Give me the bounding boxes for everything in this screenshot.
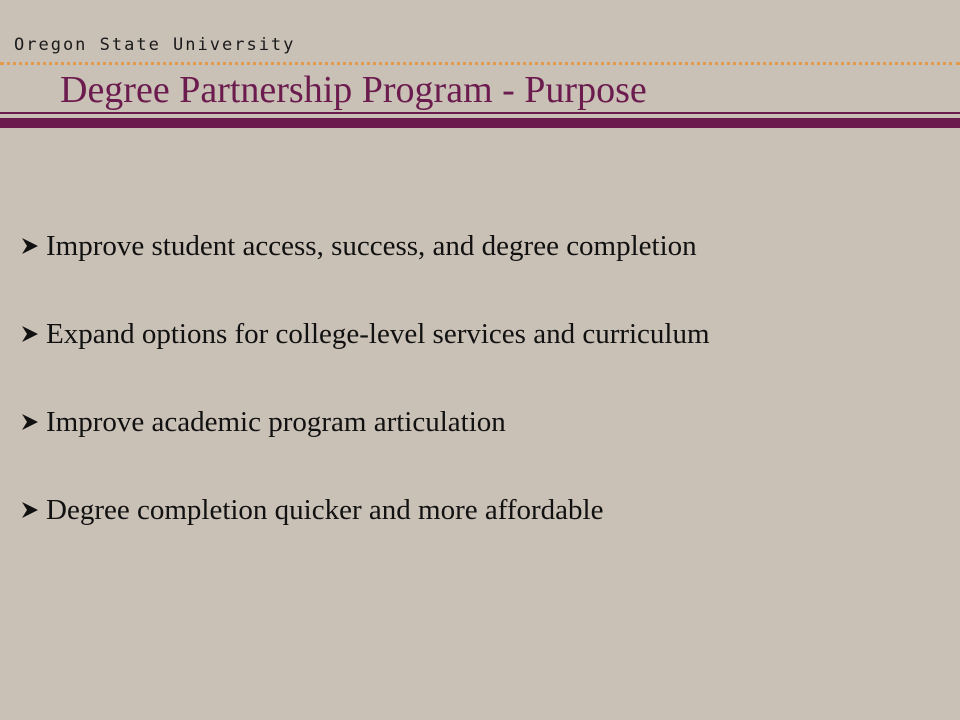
bullet-item	[20, 312, 710, 356]
arrowhead-bullet-icon	[20, 236, 40, 256]
bullet-text: Degree completion quicker and more affordable	[46, 494, 604, 526]
arrowhead-bullet-icon	[20, 324, 40, 344]
slide-title: Degree Partnership Program - Purpose	[60, 69, 647, 111]
bullet-item	[20, 400, 710, 444]
bullet-text: Improve student access, success, and degree completion	[46, 230, 697, 262]
bullet-item	[20, 488, 710, 532]
title-underline-thick	[0, 118, 960, 128]
arrowhead-bullet-icon	[20, 500, 40, 520]
bullet-text: Improve academic program articulation	[46, 406, 506, 438]
bullet-list	[20, 224, 710, 576]
organization-name: Oregon State University	[14, 35, 296, 55]
bullet-item	[20, 224, 710, 268]
title-underline-thin	[0, 112, 960, 114]
dotted-divider	[0, 62, 960, 65]
bullet-text: Expand options for college-level services and curriculum	[46, 318, 710, 350]
arrowhead-bullet-icon	[20, 412, 40, 432]
